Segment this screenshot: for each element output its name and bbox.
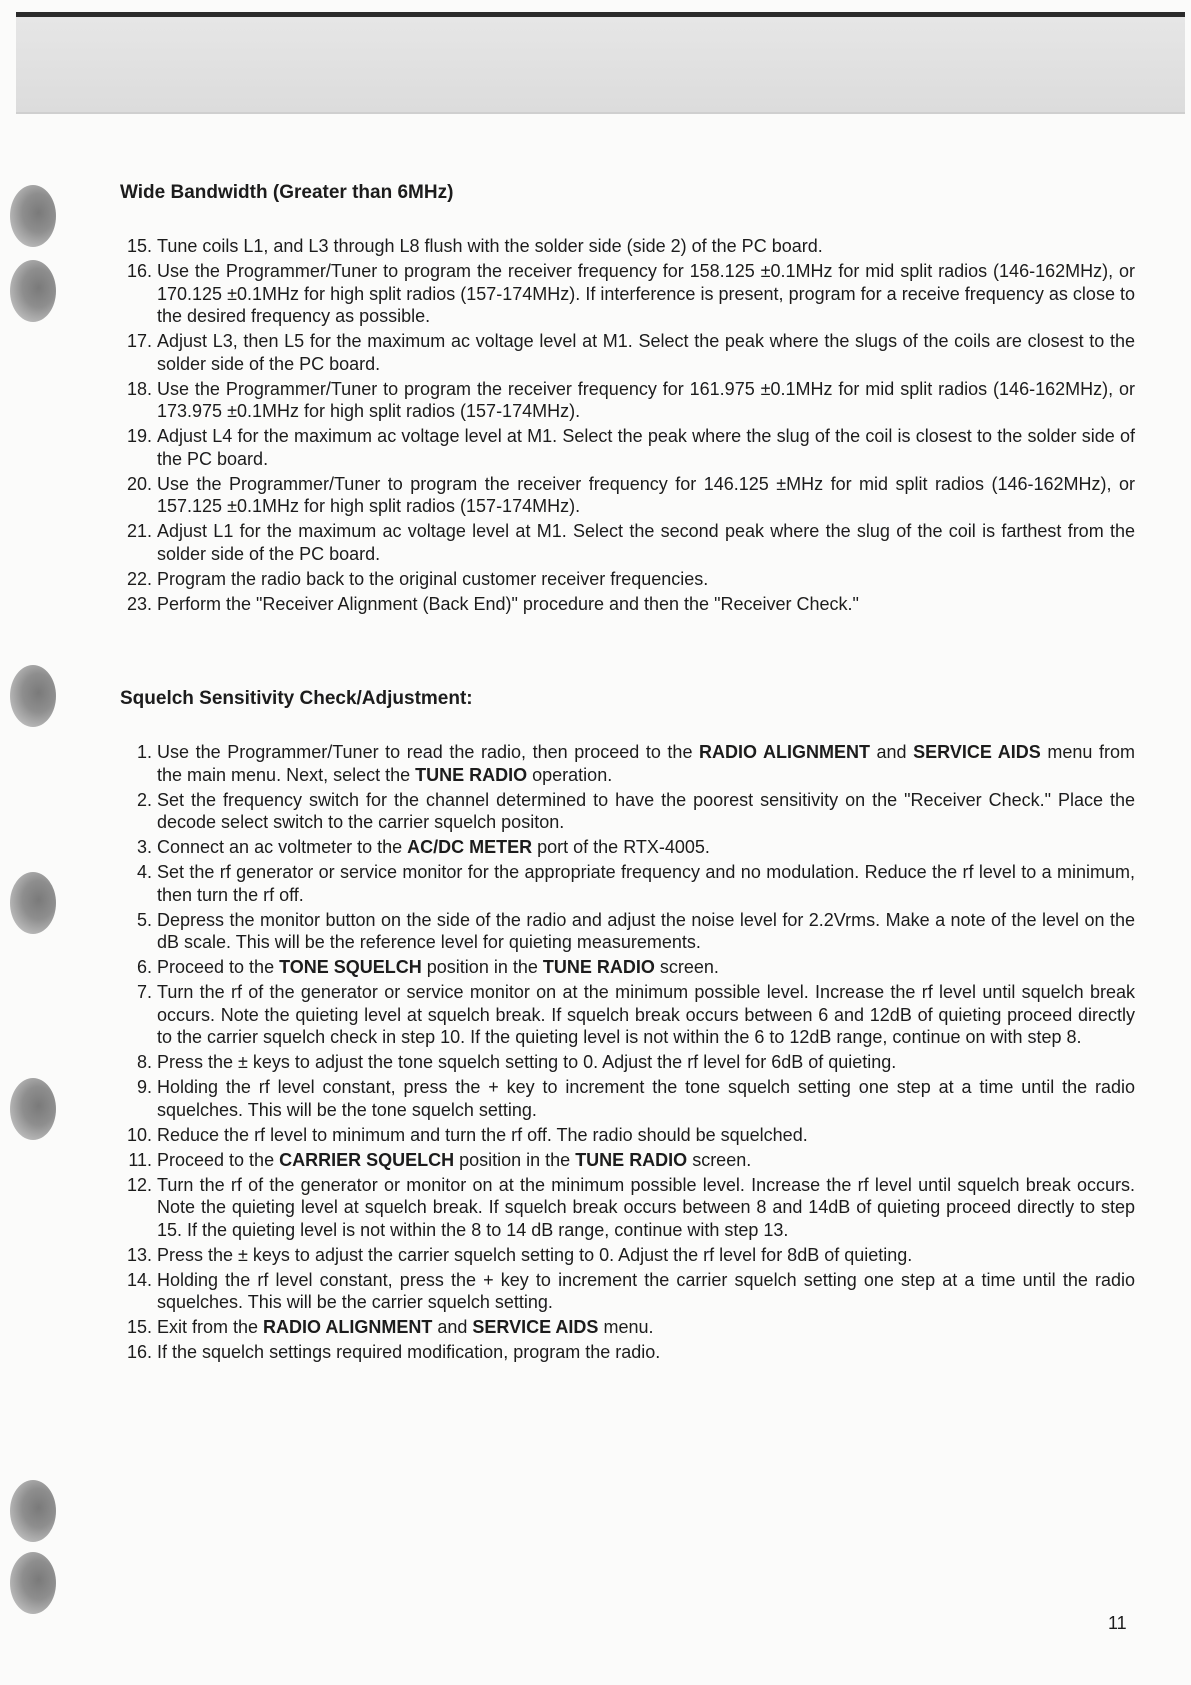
list-item xyxy=(120,956,1135,979)
list-item xyxy=(120,425,1135,470)
list-item xyxy=(120,1051,1135,1074)
list-item xyxy=(120,568,1135,591)
squelch-steps xyxy=(120,741,1135,1366)
step-text: Turn the rf of the generator or service monitor on at the minimum possible level. Increase the rf level until squelch break occurs. Note the quieting level at squelch break. If squelch break occurs between 6 and 12dB of quieting proceed directly to the carrier squelch check in step 10. If the quieting level is not within the 6 to 12dB range, continue on with step 8. xyxy=(157,982,1135,1047)
step-text: Use the Programmer/Tuner to program the receiver frequency for 146.125 ±MHz for mid split radios (146-162MHz), or 157.125 ±0.1MHz for high split radios (157-174MHz). xyxy=(157,473,1135,516)
binder-hole xyxy=(10,1480,56,1542)
step-text: Reduce the rf level to minimum and turn the rf off. The radio should be squelched. xyxy=(157,1124,808,1145)
step-text: Adjust L1 for the maximum ac voltage level at M1. Select the second peak where the slug of the coil is farthest from the solder side of the PC board. xyxy=(157,521,1135,564)
binder-hole xyxy=(10,1552,56,1614)
section-heading-squelch: Squelch Sensitivity Check/Adjustment: xyxy=(120,688,473,709)
step-text: Perform the "Receiver Alignment (Back End)" procedure and then the "Receiver Check." xyxy=(157,593,859,614)
step-text: Holding the rf level constant, press the + key to increment the carrier squelch setting one step at a time until the radio squelches. This will be the carrier squelch setting. xyxy=(157,1269,1135,1312)
step-number: 5. xyxy=(136,909,152,930)
step-text: and xyxy=(869,742,914,762)
step-text: menu from the main menu. Next, select the xyxy=(157,742,1135,785)
step-text-bold: TUNE RADIO xyxy=(415,764,528,785)
step-text: Program the radio back to the original customer receiver frequencies. xyxy=(157,568,709,589)
step-number: 16. xyxy=(126,261,152,281)
step-text: Adjust L3, then L5 for the maximum ac voltage level at M1. Select the peak where the slugs of the coils are closest to the solder side of the PC board. xyxy=(157,331,1135,374)
step-number: 3. xyxy=(136,837,152,857)
list-item xyxy=(120,330,1135,375)
step-text: Use the Programmer/Tuner to read the radio, then proceed to the xyxy=(157,742,700,762)
step-text: Set the rf generator or service monitor for the appropriate frequency and no modulation. Reduce the rf level to a minimum, then turn the rf off. xyxy=(157,862,1135,905)
step-text-bold: RADIO ALIGNMENT xyxy=(699,742,870,762)
step-text: Proceed to the xyxy=(157,957,280,977)
step-text-bold: RADIO ALIGNMENT xyxy=(263,1317,433,1337)
step-text: port of the RTX-4005. xyxy=(532,837,710,857)
step-text: operation. xyxy=(527,764,613,785)
list-item xyxy=(120,981,1135,1049)
step-text: Adjust L4 for the maximum ac voltage level at M1. Select the peak where the slug of the coil is closest to the solder side of the PC board. xyxy=(157,426,1135,469)
binder-hole xyxy=(10,185,56,247)
step-text-bold: TONE SQUELCH xyxy=(279,957,422,977)
step-number: 23. xyxy=(126,593,152,614)
step-number: 19. xyxy=(126,426,152,446)
header-band xyxy=(16,12,1185,112)
list-item xyxy=(120,1244,1135,1267)
step-text: Set the frequency switch for the channel determined to have the poorest sensitivity on the "Receiver Check." Place the decode select switch to the carrier squelch positon. xyxy=(157,789,1135,832)
step-text: Press the ± keys to adjust the tone squelch setting to 0. Adjust the rf level for 6dB of quieting. xyxy=(157,1052,897,1072)
step-text: and xyxy=(432,1317,473,1337)
step-text: Use the Programmer/Tuner to program the receiver frequency for 161.975 ±0.1MHz for mid split radios (146-162MHz), or 173.975 ±0.1MHz for high split radios (157-174MHz). xyxy=(157,378,1135,421)
page-number: 11 xyxy=(1108,1613,1127,1633)
list-item xyxy=(120,235,1135,258)
step-number: 1. xyxy=(136,742,152,762)
list-item xyxy=(120,789,1135,834)
step-text: Exit from the xyxy=(157,1317,264,1337)
step-text-bold: SERVICE AIDS xyxy=(913,742,1041,762)
binder-hole xyxy=(10,872,56,934)
step-text: If the squelch settings required modification, program the radio. xyxy=(157,1342,661,1362)
step-number: 18. xyxy=(126,378,152,399)
list-item xyxy=(120,520,1135,565)
step-number: 9. xyxy=(136,1077,152,1097)
list-item xyxy=(120,1149,1135,1172)
list-item xyxy=(120,260,1135,328)
step-text: Press the ± keys to adjust the carrier squelch setting to 0. Adjust the rf level for 8dB of quieting. xyxy=(157,1244,913,1265)
step-number: 21. xyxy=(126,521,152,541)
step-number: 13. xyxy=(126,1244,152,1265)
step-number: 8. xyxy=(136,1052,152,1072)
list-item xyxy=(120,836,1135,859)
step-number: 22. xyxy=(126,568,152,589)
step-text: Holding the rf level constant, press the + key to increment the tone squelch setting one step at a time until the radio squelches. This will be the tone squelch setting. xyxy=(157,1077,1135,1120)
step-text-bold: CARRIER SQUELCH xyxy=(279,1149,455,1170)
list-item xyxy=(120,909,1135,954)
step-text: Proceed to the xyxy=(157,1149,280,1170)
binder-hole xyxy=(10,260,56,322)
list-item xyxy=(120,741,1135,786)
step-number: 20. xyxy=(126,473,152,494)
step-text-bold: AC/DC METER xyxy=(407,837,533,857)
section-heading-wide-bandwidth: Wide Bandwidth (Greater than 6MHz) xyxy=(120,182,454,203)
step-text-bold: TUNE RADIO xyxy=(575,1149,688,1170)
list-item xyxy=(120,1269,1135,1314)
step-number: 14. xyxy=(126,1269,152,1290)
list-item xyxy=(120,1341,1135,1364)
step-number: 10. xyxy=(126,1124,152,1145)
step-text: screen. xyxy=(687,1149,752,1170)
binder-hole xyxy=(10,1078,56,1140)
step-number: 11. xyxy=(128,1149,152,1170)
binder-hole xyxy=(10,665,56,727)
step-text: screen. xyxy=(654,957,719,977)
list-item xyxy=(120,1174,1135,1242)
step-number: 15. xyxy=(126,1317,152,1337)
step-text: menu. xyxy=(598,1317,654,1337)
step-text: Depress the monitor button on the side of the radio and adjust the noise level for 2.2Vrms. Make a note of the level on the dB scale. This will be the reference level for quieting measurements. xyxy=(157,909,1135,952)
step-number: 6. xyxy=(136,957,152,977)
step-text-bold: TUNE RADIO xyxy=(542,957,655,977)
list-item xyxy=(120,593,1135,616)
step-text: position in the xyxy=(454,1149,576,1170)
step-number: 7. xyxy=(136,982,152,1002)
list-item xyxy=(120,1124,1135,1147)
wide-bandwidth-steps xyxy=(120,235,1135,618)
step-number: 12. xyxy=(126,1174,152,1195)
step-text: Turn the rf of the generator or monitor on at the minimum possible level. Increase the rf level until squelch break occurs. Note the quieting level at squelch break. If squelch break occurs between 8 and 14dB of quieting proceed directly to step 15. If the quieting level is not within the 8 to 14 dB range, continue with step 13. xyxy=(157,1174,1135,1240)
step-text: position in the xyxy=(421,957,543,977)
step-number: 16. xyxy=(126,1342,152,1362)
step-number: 2. xyxy=(136,789,152,810)
list-item xyxy=(120,861,1135,906)
step-number: 15. xyxy=(126,236,152,256)
step-text: Connect an ac voltmeter to the xyxy=(157,837,408,857)
list-item xyxy=(120,1316,1135,1339)
list-item xyxy=(120,378,1135,423)
step-number: 17. xyxy=(126,331,152,351)
step-text: Tune coils L1, and L3 through L8 flush with the solder side (side 2) of the PC board. xyxy=(157,236,823,256)
list-item xyxy=(120,473,1135,518)
step-text-bold: SERVICE AIDS xyxy=(472,1317,599,1337)
list-item xyxy=(120,1076,1135,1121)
step-number: 4. xyxy=(136,862,152,882)
step-text: Use the Programmer/Tuner to program the receiver frequency for 158.125 ±0.1MHz for mid split radios (146-162MHz), or 170.125 ±0.1MHz for high split radios (157-174MHz). If interference is present, program for a receive frequency as close to the desired frequency as possible. xyxy=(157,261,1135,326)
